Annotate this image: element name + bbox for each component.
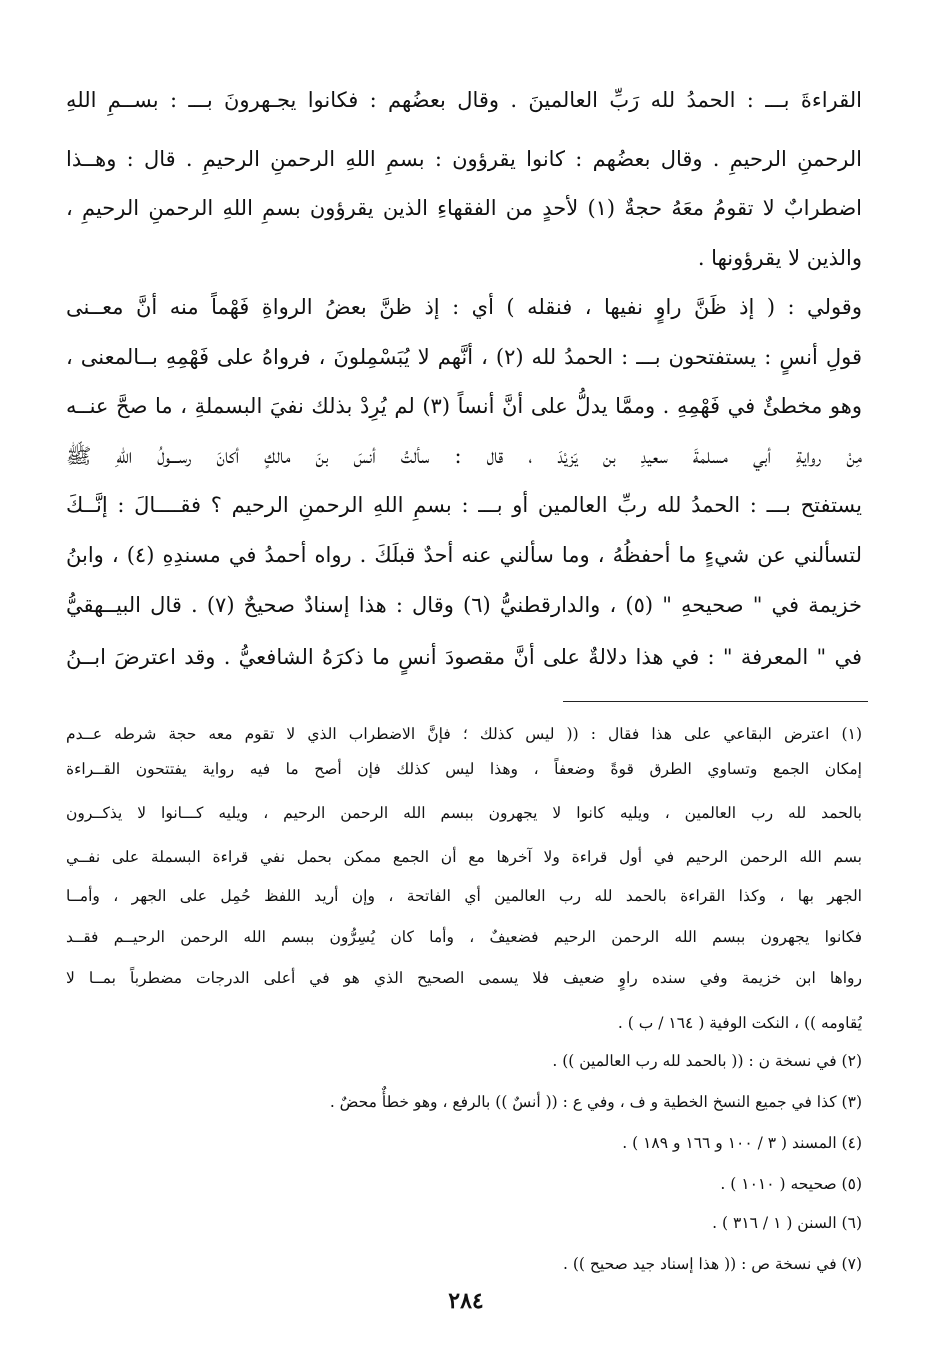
- footnote-line: بالحمد لله رب العالمين ، ويليه كانوا لا يجهرون ببسم الله الرحمن الرحيم ، ويليه كـــانوا لا يذكــرون: [66, 804, 862, 822]
- main-text-line: يستفتح بـــ : الحمدُ لله ربِّ العالمين أو بـــ : بسمِ اللهِ الرحمنِ الرحيم ؟ فقــــالَ : إنَّــكَ: [66, 493, 862, 517]
- main-text-line: الرحمنِ الرحيمِ . وقال بعضُهم : كانوا يقرؤون : بسمِ اللهِ الرحمنِ الرحيمِ . قال : وهــذا: [66, 147, 862, 171]
- footnote-line: (١) اعترض البقاعي على هذا فقال : (( ليس كذلك ؛ فإنَّ الاضطراب الذي لا تقوم معه حجة شرطه عــدم: [66, 725, 862, 743]
- footnote-line: (٢) في نسخة ن : (( بالحمد لله رب العالمين )) .: [552, 1052, 862, 1070]
- main-text-line: خزيمة في " صحيحهِ " (٥) ، والدارقطنيُّ (٦) وقال : هذا إسنادٌ صحيحٌ (٧) . قال البيــهقيُّ: [66, 593, 862, 617]
- footnote-line: فكانوا يجهرون ببسم الله الرحمن الرحيم فضعيفٌ ، وأما كان يُسِرُّون ببسم الله الرحمن الرحيــم فقــد: [66, 928, 862, 946]
- main-text-line: والذين لا يقرؤونها .: [697, 246, 862, 270]
- footnote-line: (٥) صحيحه ( ١٠١٠ ) .: [720, 1175, 862, 1193]
- footnote-line: يُقاومه )) ، النكت الوفية ( ١٦٤ / ب ) .: [617, 1014, 862, 1032]
- footnote-line: (٣) كذا في جميع النسخ الخطية و ف ، وفي ع : (( أنسٌ )) بالرفع ، وهو خطأٌ محضٌ .: [329, 1093, 862, 1111]
- main-text-line: في " المعرفة " : في هذا دلالةٌ على أنَّ مقصودَ أنسٍ ما ذكرَهُ الشافعيُّ . وقد اعترضَ ابــنُ: [66, 645, 862, 669]
- main-text-line: وهو مخطئٌ في فَهْمِهِ . وممَّا يدلُّ على أنَّ أنساً (٣) لم يُرِدْ بذلك نفيَ البسملةِ ، ما صحَّ عنــه: [66, 394, 862, 418]
- footnote-line: إمكان الجمع وتساوي الطرق قوةً وضعفاً ، وهذا ليس كذلك فإن أصح ما فيه رواية يفتتحون القــراءة: [66, 760, 862, 778]
- footnote-line: رواها ابن خزيمة وفي سنده راوٍ ضعيف فلا يسمى الصحيح الذي هو في أعلى الدرجات مضطرباً بمــا لا: [66, 969, 862, 987]
- main-text-line: وقولي : ( إذ ظَنَّ راوٍ نفيها ، فنقله ) أي : إذ ظنَّ بعضُ الرواةِ فَهْماً منه أنَّ معــنى: [66, 295, 862, 319]
- page-number: ٢٨٤: [448, 1288, 484, 1314]
- footnote-line: بسم الله الرحمن الرحيم في أول قراءة ولا آخرها مع أن الجمع ممكن بحمل نفي قراءة البسملة على نفــي: [66, 848, 862, 866]
- main-text-line: القراءةَ بـــ : الحمدُ لله رَبِّ العالمينَ . وقال بعضُهم : فكانوا يجـهرونَ بـــ : بســمِ اللهِ: [66, 88, 862, 112]
- footnote-separator: [563, 701, 868, 702]
- footnote-line: (٦) السنن ( ١ / ٣١٦ ) .: [712, 1214, 862, 1232]
- main-text-line: قولِ أنسٍ : يستفتحون بـــ : الحمدُ لله (٢) ، أنَّهم لا يُبَسْمِلونَ ، فرواهُ على فَهْمِهِ بــالمعنى ،: [66, 345, 862, 369]
- main-text-line: مِنْ روايةِ أبي مسلمةَ سعيدِ بن يَزيْدَ ، قال : سألتُ أنسَ بنَ مالكٍ أكانَ رســـولُ اللهِ ﷺ: [66, 444, 862, 468]
- main-text-line: اضطرابٌ لا تقومُ معَهُ حجةٌ (١) لأحدٍ من الفقهاءِ الذين يقرؤون بسمِ اللهِ الرحمنِ الرحيمِ ،: [66, 196, 862, 220]
- footnote-line: (٤) المسند ( ٣ / ١٠٠ و ١٦٦ و ١٨٩ ) .: [622, 1134, 862, 1152]
- footnote-line: (٧) في نسخة ص : (( هذا إسناد جيد صحيح )) .: [563, 1255, 862, 1273]
- main-text-line: لتسألني عن شيءٍ ما أحفظُهُ ، وما سألني عنه أحدٌ قبلَكَ . رواه أحمدُ في مسندِهِ (٤) ، وابنُ: [66, 543, 862, 567]
- footnote-line: الجهر بها ، وكذا القراءة بالحمد لله رب العالمين أي الفاتحة ، وإن أريد اللفظ حُمِل على الجهر ، وأمــا: [66, 887, 862, 905]
